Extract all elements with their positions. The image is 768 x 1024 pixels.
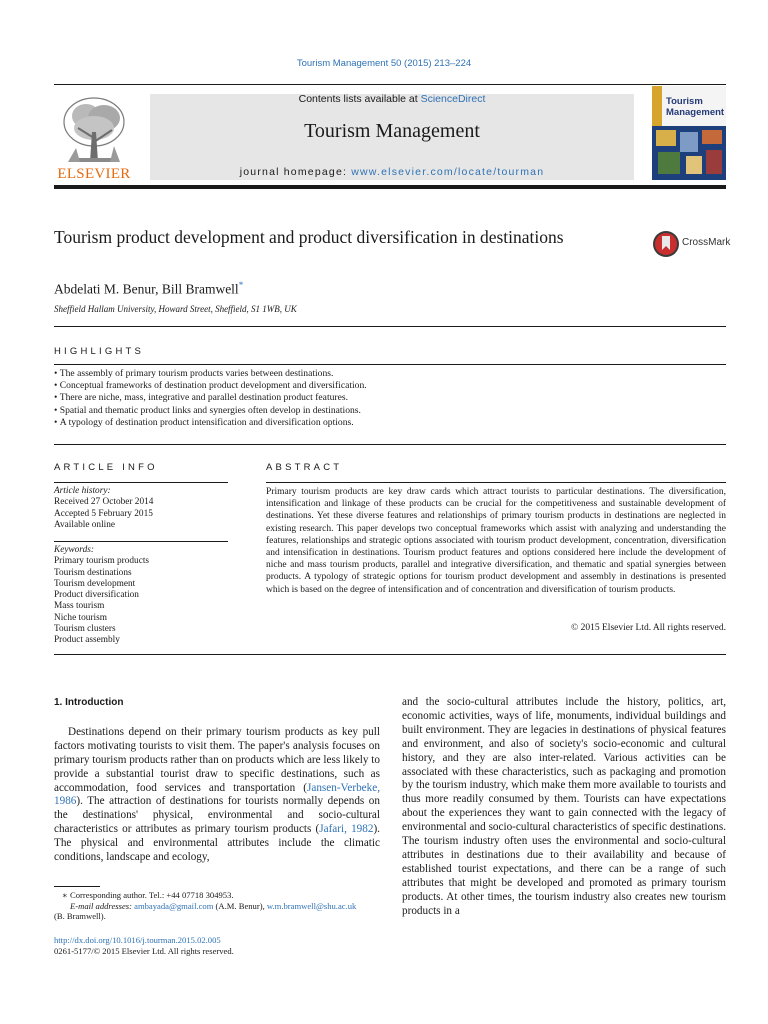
corresponding-author-note: ∗ Corresponding author. Tel.: +44 07718 304953.	[62, 890, 234, 900]
corresponding-author-mark[interactable]: *	[238, 280, 244, 290]
journal-homepage-link[interactable]: www.elsevier.com/locate/tourman	[351, 166, 545, 178]
keywords-label: Keywords:	[54, 545, 94, 555]
journal-citation[interactable]: Tourism Management 50 (2015) 213–224	[296, 58, 472, 69]
doi-link[interactable]: http://dx.doi.org/10.1016/j.tourman.2015.02.005	[54, 935, 221, 945]
highlights-bottom-rule	[54, 444, 726, 445]
front-matter-rule	[54, 654, 726, 655]
history-available: Available online	[54, 519, 116, 530]
footnote-rule	[54, 886, 100, 887]
header-bottom-rule	[54, 185, 726, 189]
journal-cover-thumbnail[interactable]	[652, 86, 726, 180]
doi-block	[54, 935, 384, 957]
email-link-bramwell[interactable]: w.m.bramwell@shu.ac.uk	[266, 900, 357, 911]
article-info-heading: ARTICLE INFO	[54, 462, 158, 473]
article-title: Tourism product development and product diversification in destinations	[54, 227, 564, 247]
highlight-item: • The assembly of primary tourism products varies between destinations.	[54, 368, 726, 380]
section-title-introduction: 1. Introduction	[54, 697, 124, 708]
cover-title: Tourism Management	[666, 96, 725, 118]
journal-name: Tourism Management	[304, 120, 480, 142]
cover-strip	[652, 86, 662, 126]
citation-link-jansen-verbeke[interactable]: Jansen-Verbeke, 1986	[54, 781, 380, 808]
body-right-column: and the socio-cultural attributes include the history, politics, art, economic activities, ways of life, monuments, individual buildings and built environment. They are legacies in destinations of physical features and environment, and also of society's socio-economic and cultural history, and they are also inter-related. Various activities can be associated with these characteristics, such as packaging and promotion by the tourism industry, which make them more available to tourists and thus more readily consumed by them. Tourists can have expectations about the experiences they want to gain connected with the legacy of environmental and socio-cultural characteristics of specific destinations. The tourism industry often uses the environmental and socio-cultural attributes in destinations due to their availability and because of established tourist expectations, and there can be a range of such attributes that might be developed and promoted as primary tourism products. At other times, the tourism industry also creates new tourism products in a	[402, 696, 726, 917]
intro-paragraph: Destinations depend on their primary tourism products as key pull factors motivating tourists to visit them. The paper's analysis focuses on primary tourism products rather than on products which are less likely to provide a substantial tourist draw to specific destinations, such as accommodation, food services and transportation (Jansen-Verbeke, 1986). The attraction of destinations for tourists normally depends on the destinations' physical, environmental and socio-cultural characteristics or attributes as primary tourism products (Jafari, 1982). The physical and environmental attributes include the climatic conditions, landscape and ecology,	[54, 725, 380, 864]
highlight-item: • Spatial and thematic product links and synergies often develop in destinations.	[54, 405, 726, 417]
abstract-rule	[266, 482, 726, 483]
elsevier-wordmark: ELSEVIER	[57, 166, 131, 182]
highlight-item: • A typology of destination product intensification and diversification options.	[54, 417, 726, 429]
crossmark-label: CrossMark	[682, 237, 731, 248]
affiliation: Sheffield Hallam University, Howard Street, Sheffield, S1 1WB, UK	[54, 304, 297, 314]
abstract-copyright: © 2015 Elsevier Ltd. All rights reserved.	[571, 623, 726, 633]
keywords	[54, 545, 228, 647]
footnote	[54, 890, 384, 922]
history-received: Received 27 October 2014	[54, 497, 154, 508]
cover-collage-image	[652, 126, 726, 180]
history-accepted: Accepted 5 February 2015	[54, 508, 153, 519]
article-info-rule	[54, 482, 228, 483]
keywords-rule	[54, 541, 228, 542]
history-label: Article history:	[54, 486, 111, 496]
issn-copyright: 0261-5177/© 2015 Elsevier Ltd. All rights reserved.	[54, 945, 234, 956]
keyword-item: Product diversification	[54, 590, 139, 601]
authors: Abdelati M. Benur, Bill Bramwell*	[54, 280, 244, 297]
highlights-list	[54, 368, 726, 429]
keyword-item: Primary tourism products	[54, 556, 150, 567]
header-top-rule	[54, 84, 726, 85]
abstract-text: Primary tourism products are key draw cards which attract tourists to particular destinations. The diversification, intensification and linkage of these products can be crucial for the competitiveness and sustainable development of destinations. Yet these diverse features and relationships of primary tourism products in destinations are neglected in existing research. This paper develops two conceptual frameworks which assist with analyzing and understanding the features, relationships and strategic options associated with tourism product development, concentration, diversification and intensification in destinations. Tourism product features and options considered here include the development of niche and mass tourism products, parallel and integrative diversification, and thematic and spatial synergies between products. A typology of strategic options for tourism product development and assembly in destinations is presented which is based on the degree of intensification and of concentration and diversification of tourism products.	[266, 487, 726, 595]
highlights-rule	[54, 364, 726, 365]
email-owner-bramwell: (B. Bramwell).	[54, 911, 106, 922]
email-addresses: E-mail addresses: ambayada@gmail.com (A.M. Benur), w.m.bramwell@shu.ac.uk	[70, 900, 357, 911]
keyword-item: Tourism destinations	[54, 567, 132, 578]
highlights-heading: HIGHLIGHTS	[54, 346, 145, 357]
email-link-benur[interactable]: ambayada@gmail.com	[134, 900, 214, 911]
affiliation-rule	[54, 326, 726, 327]
keyword-item: Mass tourism	[54, 601, 105, 612]
citation-link-jafari[interactable]: Jafari, 1982	[319, 823, 374, 836]
journal-homepage-line: journal homepage: www.elsevier.com/locate/tourman	[239, 166, 545, 178]
crossmark-badge[interactable]	[652, 228, 732, 260]
keyword-item: Niche tourism	[54, 612, 107, 623]
highlight-item: • Conceptual frameworks of destination product development and diversification.	[54, 380, 726, 392]
contents-line: Contents lists available at ScienceDirect	[298, 93, 486, 105]
highlight-item: • There are niche, mass, integrative and parallel destination product features.	[54, 392, 726, 404]
keyword-item: Product assembly	[54, 635, 120, 646]
article-history	[54, 486, 228, 531]
abstract-heading: ABSTRACT	[266, 462, 343, 473]
keyword-item: Tourism development	[54, 578, 136, 589]
sciencedirect-link[interactable]: ScienceDirect	[420, 93, 486, 105]
body-left-column	[54, 696, 380, 865]
keyword-item: Tourism clusters	[54, 624, 116, 635]
